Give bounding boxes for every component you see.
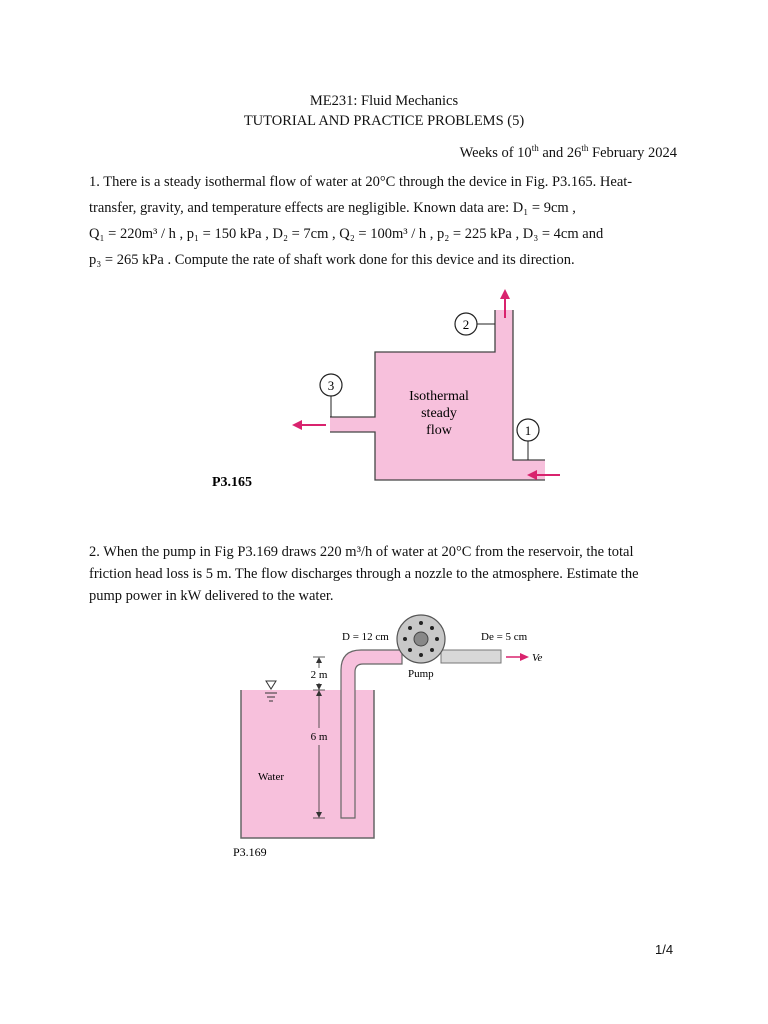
pump-body — [397, 615, 445, 663]
pump-label: Pump — [408, 668, 434, 680]
marker-2-label: 2 — [462, 317, 470, 332]
date-sup1: th — [531, 143, 539, 153]
date-pre: Weeks of 10 — [459, 144, 532, 161]
date-mid: and 26 — [538, 144, 582, 161]
water-label: Water — [258, 771, 284, 783]
problem-2-line-3: pump power in kW delivered to the water. — [89, 588, 334, 604]
problem-2-line-1: 2. When the pump in Fig P3.169 draws 220 m³/h of water at 20°C from the reservoir, the total — [89, 544, 634, 560]
exit-velocity-label: Ve — [532, 652, 543, 664]
problem-1-line-4: p₃ = 265 kPa . Compute the rate of shaft work done for this device and its direction. — [89, 252, 575, 268]
document-title: TUTORIAL AND PRACTICE PROBLEMS (5) — [243, 113, 525, 129]
date-sup2: th — [581, 143, 589, 153]
problem-1-line-1: 1. There is a steady isothermal flow of water at 20°C through the device in Fig. P3.165. Heat- — [89, 174, 633, 190]
problem-2-line-2: friction head loss is 5 m. The flow discharges through a nozzle to the atmosphere. Estimate the — [89, 566, 639, 582]
marker-3-label: 3 — [327, 378, 335, 393]
height-6m-label: 6 m — [310, 731, 328, 743]
figure-2-label: P3.169 — [233, 845, 267, 859]
box-text-3: flow — [426, 423, 452, 438]
exit-diameter-label: De = 5 cm — [481, 631, 528, 643]
height-2m-label: 2 m — [310, 669, 328, 681]
page-number: 1/4 — [655, 942, 674, 957]
box-text-1: Isothermal — [409, 389, 469, 404]
marker-1-label: 1 — [524, 423, 532, 438]
figure-1-label: P3.165 — [212, 475, 253, 490]
box-text-2: steady — [421, 406, 457, 421]
pipe-diameter-label: D = 12 cm — [342, 631, 389, 643]
exit-velocity-arrow — [506, 653, 529, 661]
discharge-pipe — [441, 650, 501, 663]
course-title: ME231: Fluid Mechanics — [309, 93, 459, 109]
problem-1-line-3: Q₁ = 220m³ / h , p₁ = 150 kPa , D₂ = 7cm , Q₂ = 100m³ / h , p₂ = 225 kPa , D₃ = 4cm and — [89, 226, 604, 242]
problem-1-line-2: transfer, gravity, and temperature effects are negligible. Known data are: D₁ = 9cm , — [89, 200, 576, 216]
date-post: February 2024 — [588, 144, 677, 161]
